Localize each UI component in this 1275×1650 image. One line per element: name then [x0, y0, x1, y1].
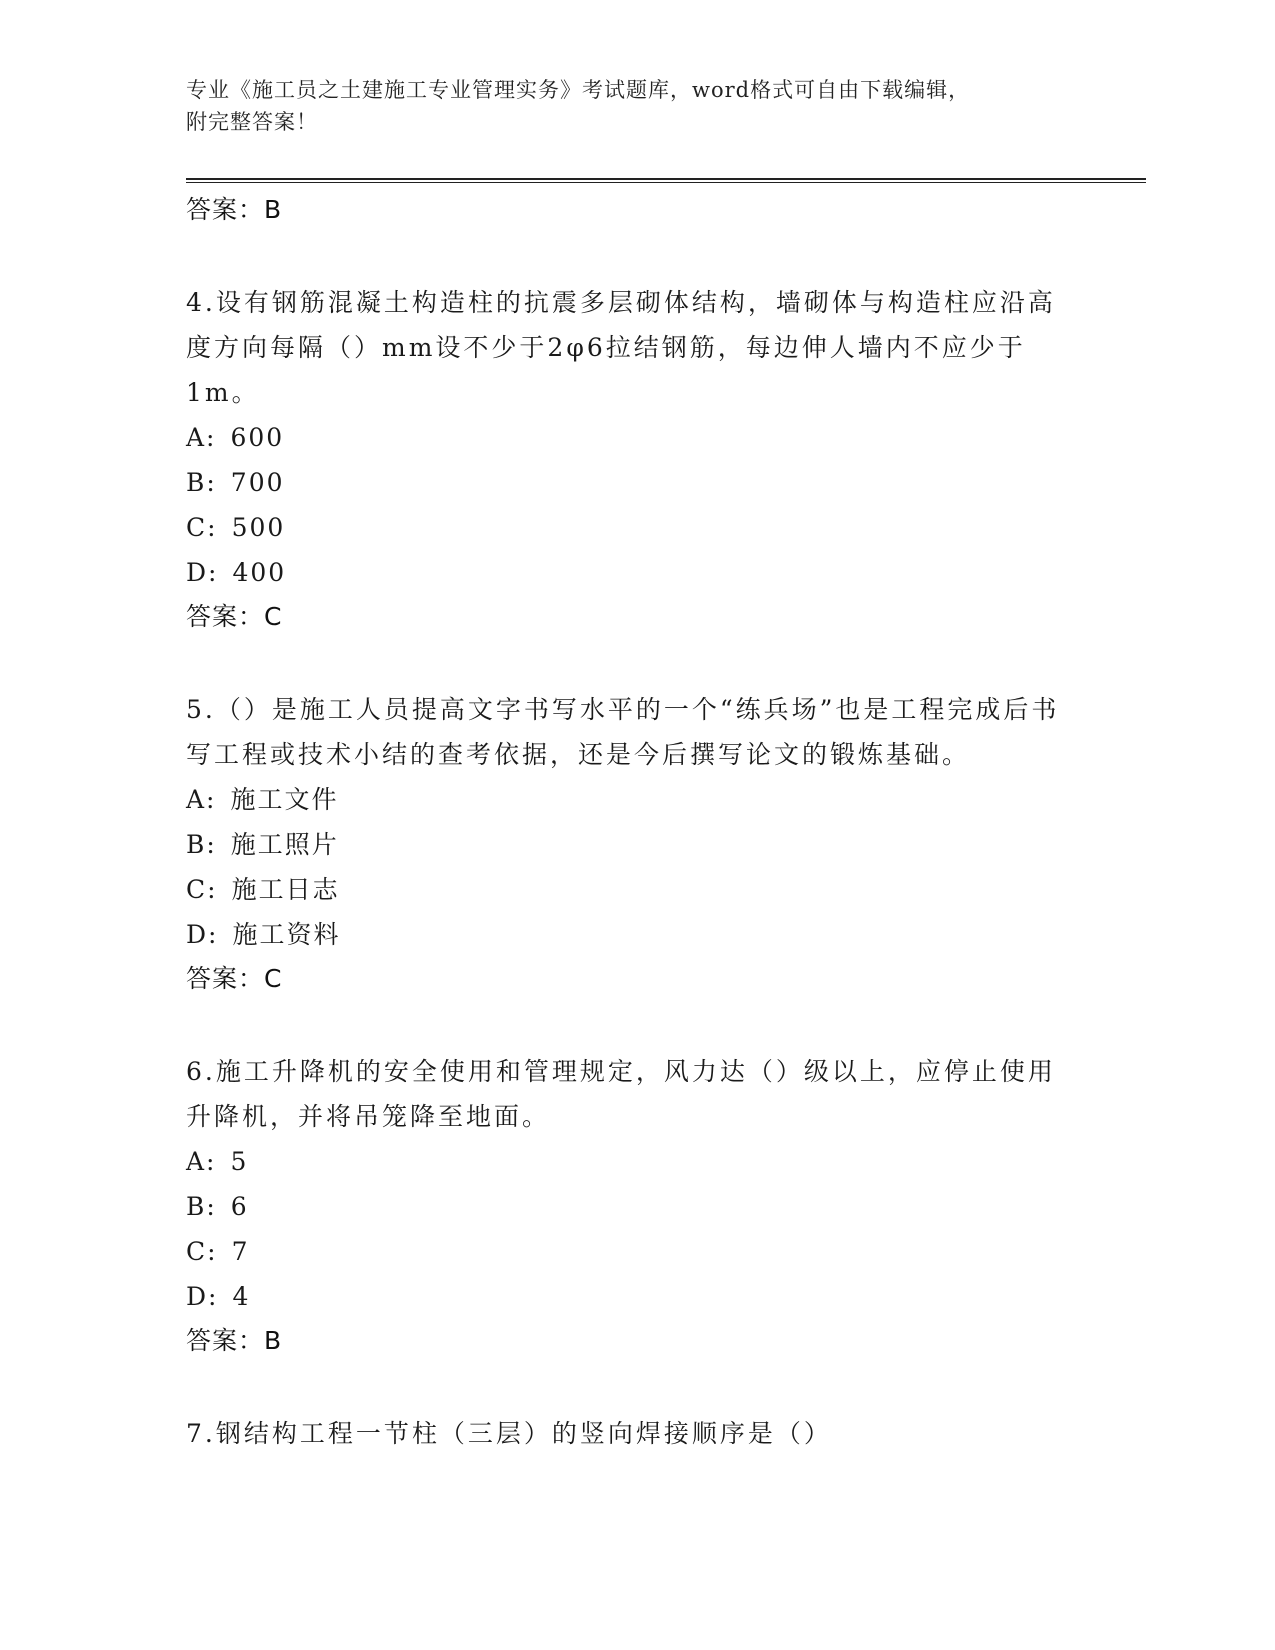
question-text: 5.（）是施工人员提高文字书写水平的一个“练兵场”也是工程完成后书写工程或技术小结的查考依据，还是今后撰写论文的锻炼基础。 [186, 695, 1060, 769]
header-divider [186, 178, 1146, 183]
option-label: D: [186, 920, 219, 949]
question-5 [186, 687, 1086, 1001]
option-label: C: [186, 1237, 218, 1266]
option-a [186, 415, 1086, 460]
answer-4: 答案：C [186, 602, 283, 631]
question-text: 6.施工升降机的安全使用和管理规定，风力达（）级以上，应停止使用升降机，并将吊笼降至地面。 [186, 1057, 1056, 1131]
option-c [186, 867, 1086, 912]
option-label: C: [186, 513, 218, 542]
answer-6: 答案：B [186, 1326, 283, 1355]
option-value: 7 [231, 1237, 250, 1266]
option-value: 施工文件 [230, 785, 339, 814]
question-7 [186, 1411, 1086, 1456]
option-b [186, 822, 1086, 867]
option-label: A: [186, 423, 217, 452]
header-line-2: 附完整答案！ [186, 110, 318, 134]
question-text: 4.设有钢筋混凝土构造柱的抗震多层砌体结构，墙砌体与构造柱应沿高度方向每隔（）mm设不少于2φ6拉结钢筋，每边伸人墙内不应少于1m。 [186, 288, 1056, 407]
option-label: A: [186, 1147, 217, 1176]
question-4 [186, 280, 1086, 639]
option-b [186, 460, 1086, 505]
question-6 [186, 1049, 1086, 1363]
option-value: 施工照片 [230, 830, 339, 859]
option-d [186, 912, 1086, 957]
option-a [186, 777, 1086, 822]
option-label: B: [186, 1192, 217, 1221]
option-d [186, 550, 1086, 595]
option-value: 6 [230, 1192, 249, 1221]
option-label: B: [186, 468, 217, 497]
option-label: C: [186, 875, 218, 904]
option-a [186, 1139, 1086, 1184]
option-value: 4 [232, 1282, 251, 1311]
page-header [186, 74, 1066, 138]
option-value: 600 [230, 423, 285, 452]
header-line-1: 专业《施工员之土建施工专业管理实务》考试题库，word格式可自由下载编辑， [186, 78, 971, 102]
option-d [186, 1274, 1086, 1319]
answer-previous: 答案：B [186, 195, 283, 224]
option-label: D: [186, 1282, 219, 1311]
document-body [186, 188, 1086, 1456]
option-c [186, 1229, 1086, 1274]
option-c [186, 505, 1086, 550]
option-value: 施工日志 [231, 875, 340, 904]
option-value: 施工资料 [232, 920, 341, 949]
option-label: B: [186, 830, 217, 859]
option-value: 5 [230, 1147, 249, 1176]
answer-5: 答案：C [186, 964, 283, 993]
option-label: A: [186, 785, 217, 814]
option-value: 700 [230, 468, 285, 497]
option-value: 500 [231, 513, 286, 542]
question-text: 7.钢结构工程一节柱（三层）的竖向焊接顺序是（） [186, 1419, 832, 1448]
option-b [186, 1184, 1086, 1229]
option-value: 400 [232, 558, 287, 587]
option-label: D: [186, 558, 219, 587]
